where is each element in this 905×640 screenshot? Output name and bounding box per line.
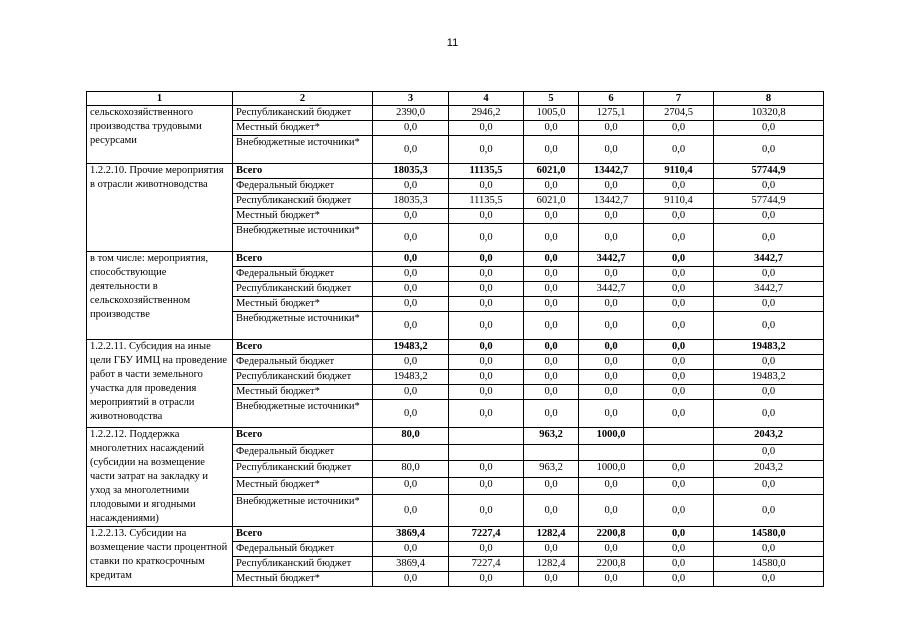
amount-cell: 0,0 [449, 267, 524, 282]
funding-source: Федеральный бюджет [233, 444, 373, 461]
amount-cell: 0,0 [644, 136, 714, 164]
amount-cell: 0,0 [373, 136, 449, 164]
amount-cell: 6021,0 [524, 164, 579, 179]
amount-cell: 0,0 [714, 136, 824, 164]
funding-source: Республиканский бюджет [233, 370, 373, 385]
amount-cell: 2200,8 [579, 527, 644, 542]
amount-cell: 0,0 [579, 400, 644, 428]
amount-cell: 0,0 [373, 224, 449, 252]
page-number: 11 [446, 37, 459, 49]
amount-cell: 0,0 [714, 179, 824, 194]
funding-source: Местный бюджет* [233, 297, 373, 312]
amount-cell: 3442,7 [579, 252, 644, 267]
amount-cell: 1282,4 [524, 557, 579, 572]
amount-cell: 0,0 [524, 121, 579, 136]
amount-cell: 0,0 [714, 355, 824, 370]
funding-source: Местный бюджет* [233, 209, 373, 224]
activity-name: 1.2.2.13. Субсидии на возмещение части процентной ставки по краткосрочным кредитам [87, 527, 233, 587]
amount-cell: 0,0 [644, 340, 714, 355]
amount-cell: 7227,4 [449, 557, 524, 572]
amount-cell: 0,0 [579, 542, 644, 557]
amount-cell: 14580,0 [714, 527, 824, 542]
amount-cell: 19483,2 [714, 340, 824, 355]
amount-cell: 0,0 [714, 267, 824, 282]
amount-cell: 0,0 [644, 297, 714, 312]
funding-source: Внебюджетные источники* [233, 400, 373, 428]
amount-cell: 18035,3 [373, 194, 449, 209]
amount-cell: 0,0 [449, 224, 524, 252]
amount-cell: 6021,0 [524, 194, 579, 209]
amount-cell: 0,0 [714, 494, 824, 526]
amount-cell: 0,0 [714, 312, 824, 340]
amount-cell: 0,0 [373, 542, 449, 557]
table-row [87, 527, 824, 542]
amount-cell: 0,0 [644, 252, 714, 267]
amount-cell: 0,0 [579, 312, 644, 340]
activity-name: 1.2.2.11. Субсидия на иные цели ГБУ ИМЦ на проведение работ в части земельного участка для проведения мероприятий в отрасли животноводства [87, 340, 233, 428]
amount-cell: 0,0 [579, 355, 644, 370]
amount-cell: 0,0 [579, 478, 644, 495]
funding-source: Федеральный бюджет [233, 355, 373, 370]
amount-cell: 0,0 [644, 209, 714, 224]
amount-cell: 0,0 [449, 355, 524, 370]
amount-cell: 0,0 [644, 572, 714, 587]
amount-cell: 0,0 [579, 494, 644, 526]
amount-cell: 0,0 [579, 297, 644, 312]
funding-source: Республиканский бюджет [233, 461, 373, 478]
amount-cell: 0,0 [373, 572, 449, 587]
amount-cell: 1275,1 [579, 106, 644, 121]
amount-cell: 0,0 [644, 461, 714, 478]
amount-cell: 0,0 [644, 400, 714, 428]
amount-cell: 0,0 [644, 179, 714, 194]
amount-cell: 9110,4 [644, 164, 714, 179]
amount-cell: 2946,2 [449, 106, 524, 121]
amount-cell: 0,0 [449, 461, 524, 478]
amount-cell: 0,0 [524, 572, 579, 587]
amount-cell: 0,0 [524, 267, 579, 282]
amount-cell: 0,0 [644, 478, 714, 495]
amount-cell: 3869,4 [373, 527, 449, 542]
amount-cell: 2200,8 [579, 557, 644, 572]
amount-cell [524, 444, 579, 461]
column-header-row [87, 92, 824, 106]
amount-cell: 0,0 [373, 400, 449, 428]
amount-cell: 0,0 [524, 282, 579, 297]
amount-cell: 0,0 [579, 136, 644, 164]
amount-cell [449, 428, 524, 445]
amount-cell: 9110,4 [644, 194, 714, 209]
amount-cell [449, 444, 524, 461]
amount-cell: 0,0 [524, 542, 579, 557]
amount-cell: 0,0 [579, 267, 644, 282]
amount-cell: 0,0 [644, 312, 714, 340]
amount-cell: 1282,4 [524, 527, 579, 542]
amount-cell: 0,0 [449, 252, 524, 267]
amount-cell: 3869,4 [373, 557, 449, 572]
amount-cell: 0,0 [524, 312, 579, 340]
funding-source: Федеральный бюджет [233, 179, 373, 194]
amount-cell: 7227,4 [449, 527, 524, 542]
column-header-4: 4 [449, 92, 524, 106]
amount-cell: 0,0 [449, 340, 524, 355]
amount-cell: 0,0 [373, 121, 449, 136]
column-header-1: 1 [87, 92, 233, 106]
table-body [87, 106, 824, 587]
amount-cell: 3442,7 [714, 252, 824, 267]
amount-cell: 0,0 [714, 400, 824, 428]
amount-cell: 0,0 [579, 209, 644, 224]
amount-cell: 0,0 [714, 444, 824, 461]
amount-cell: 0,0 [644, 385, 714, 400]
amount-cell: 14580,0 [714, 557, 824, 572]
funding-source: Республиканский бюджет [233, 194, 373, 209]
funding-source: Всего [233, 164, 373, 179]
funding-source: Всего [233, 527, 373, 542]
amount-cell: 0,0 [524, 136, 579, 164]
amount-cell: 0,0 [644, 527, 714, 542]
amount-cell: 0,0 [579, 370, 644, 385]
amount-cell: 0,0 [644, 557, 714, 572]
column-header-3: 3 [373, 92, 449, 106]
amount-cell: 0,0 [644, 224, 714, 252]
amount-cell: 0,0 [449, 179, 524, 194]
funding-source: Всего [233, 252, 373, 267]
funding-source: Местный бюджет* [233, 478, 373, 495]
amount-cell: 0,0 [449, 572, 524, 587]
amount-cell: 0,0 [714, 224, 824, 252]
column-header-2: 2 [233, 92, 373, 106]
amount-cell [373, 444, 449, 461]
amount-cell: 0,0 [579, 385, 644, 400]
amount-cell: 57744,9 [714, 164, 824, 179]
funding-source: Местный бюджет* [233, 121, 373, 136]
funding-source: Федеральный бюджет [233, 542, 373, 557]
amount-cell: 19483,2 [714, 370, 824, 385]
amount-cell: 18035,3 [373, 164, 449, 179]
amount-cell: 0,0 [373, 385, 449, 400]
amount-cell: 0,0 [714, 572, 824, 587]
column-header-8: 8 [714, 92, 824, 106]
amount-cell: 0,0 [524, 179, 579, 194]
amount-cell: 0,0 [524, 385, 579, 400]
amount-cell: 0,0 [373, 312, 449, 340]
amount-cell: 0,0 [579, 340, 644, 355]
amount-cell: 13442,7 [579, 194, 644, 209]
amount-cell: 0,0 [449, 370, 524, 385]
amount-cell: 0,0 [579, 224, 644, 252]
amount-cell: 2390,0 [373, 106, 449, 121]
amount-cell: 0,0 [524, 370, 579, 385]
amount-cell: 0,0 [449, 209, 524, 224]
amount-cell: 0,0 [449, 282, 524, 297]
activity-name: 1.2.2.10. Прочие мероприятия в отрасли животноводства [87, 164, 233, 252]
amount-cell: 0,0 [524, 400, 579, 428]
funding-source: Федеральный бюджет [233, 267, 373, 282]
amount-cell: 0,0 [644, 355, 714, 370]
amount-cell: 0,0 [714, 478, 824, 495]
amount-cell: 0,0 [449, 312, 524, 340]
amount-cell: 13442,7 [579, 164, 644, 179]
amount-cell: 2043,2 [714, 461, 824, 478]
amount-cell: 1000,0 [579, 461, 644, 478]
table-row [87, 106, 824, 121]
amount-cell: 0,0 [524, 252, 579, 267]
amount-cell [644, 444, 714, 461]
table-row [87, 164, 824, 179]
amount-cell: 0,0 [714, 297, 824, 312]
amount-cell: 0,0 [524, 494, 579, 526]
amount-cell: 963,2 [524, 428, 579, 445]
column-header-6: 6 [579, 92, 644, 106]
activity-name: 1.2.2.12. Поддержка многолетних насаждений (субсидии на возмещение части затрат на закладку и уход за многолетними плодовыми и ягодными насаждениями) [87, 428, 233, 527]
amount-cell: 963,2 [524, 461, 579, 478]
amount-cell: 0,0 [449, 121, 524, 136]
amount-cell: 10320,8 [714, 106, 824, 121]
amount-cell: 0,0 [579, 121, 644, 136]
amount-cell: 0,0 [373, 494, 449, 526]
amount-cell: 0,0 [373, 267, 449, 282]
amount-cell: 0,0 [714, 542, 824, 557]
column-header-7: 7 [644, 92, 714, 106]
amount-cell: 1005,0 [524, 106, 579, 121]
amount-cell [644, 428, 714, 445]
amount-cell [579, 444, 644, 461]
funding-source: Внебюджетные источники* [233, 136, 373, 164]
amount-cell: 11135,5 [449, 164, 524, 179]
activity-name: сельскохозяйственного производства трудовыми ресурсами [87, 106, 233, 164]
amount-cell: 0,0 [373, 179, 449, 194]
amount-cell: 0,0 [373, 282, 449, 297]
amount-cell: 0,0 [449, 542, 524, 557]
amount-cell: 0,0 [644, 282, 714, 297]
amount-cell: 0,0 [579, 179, 644, 194]
amount-cell: 19483,2 [373, 370, 449, 385]
amount-cell: 0,0 [449, 494, 524, 526]
funding-source: Местный бюджет* [233, 572, 373, 587]
amount-cell: 0,0 [524, 478, 579, 495]
amount-cell: 11135,5 [449, 194, 524, 209]
amount-cell: 0,0 [644, 121, 714, 136]
amount-cell: 0,0 [449, 400, 524, 428]
funding-source: Местный бюджет* [233, 385, 373, 400]
amount-cell: 0,0 [373, 297, 449, 312]
amount-cell: 0,0 [644, 494, 714, 526]
amount-cell: 0,0 [373, 252, 449, 267]
funding-source: Республиканский бюджет [233, 282, 373, 297]
column-header-5: 5 [524, 92, 579, 106]
amount-cell: 0,0 [644, 542, 714, 557]
amount-cell: 0,0 [714, 209, 824, 224]
amount-cell: 3442,7 [714, 282, 824, 297]
amount-cell: 0,0 [644, 267, 714, 282]
table-row [87, 340, 824, 355]
table-row [87, 428, 824, 445]
activity-name: в том числе: мероприятия, способствующие деятельности в сельскохозяйственном производстве [87, 252, 233, 340]
amount-cell: 0,0 [714, 385, 824, 400]
amount-cell: 0,0 [449, 478, 524, 495]
funding-source: Всего [233, 428, 373, 445]
funding-source: Внебюджетные источники* [233, 224, 373, 252]
amount-cell: 0,0 [373, 209, 449, 224]
funding-source: Республиканский бюджет [233, 106, 373, 121]
amount-cell: 0,0 [714, 121, 824, 136]
amount-cell: 0,0 [524, 224, 579, 252]
amount-cell: 80,0 [373, 428, 449, 445]
funding-source: Внебюджетные источники* [233, 312, 373, 340]
amount-cell: 80,0 [373, 461, 449, 478]
amount-cell: 0,0 [373, 478, 449, 495]
amount-cell: 0,0 [373, 355, 449, 370]
funding-source: Республиканский бюджет [233, 557, 373, 572]
amount-cell: 0,0 [524, 355, 579, 370]
amount-cell: 3442,7 [579, 282, 644, 297]
amount-cell: 0,0 [524, 209, 579, 224]
amount-cell: 0,0 [449, 385, 524, 400]
amount-cell: 0,0 [524, 340, 579, 355]
funding-source: Всего [233, 340, 373, 355]
amount-cell: 1000,0 [579, 428, 644, 445]
funding-source: Внебюджетные источники* [233, 494, 373, 526]
amount-cell: 0,0 [449, 297, 524, 312]
amount-cell: 2704,5 [644, 106, 714, 121]
table-row [87, 252, 824, 267]
budget-table [86, 91, 824, 587]
amount-cell: 0,0 [579, 572, 644, 587]
amount-cell: 0,0 [644, 370, 714, 385]
amount-cell: 57744,9 [714, 194, 824, 209]
amount-cell: 19483,2 [373, 340, 449, 355]
amount-cell: 0,0 [524, 297, 579, 312]
amount-cell: 2043,2 [714, 428, 824, 445]
amount-cell: 0,0 [449, 136, 524, 164]
